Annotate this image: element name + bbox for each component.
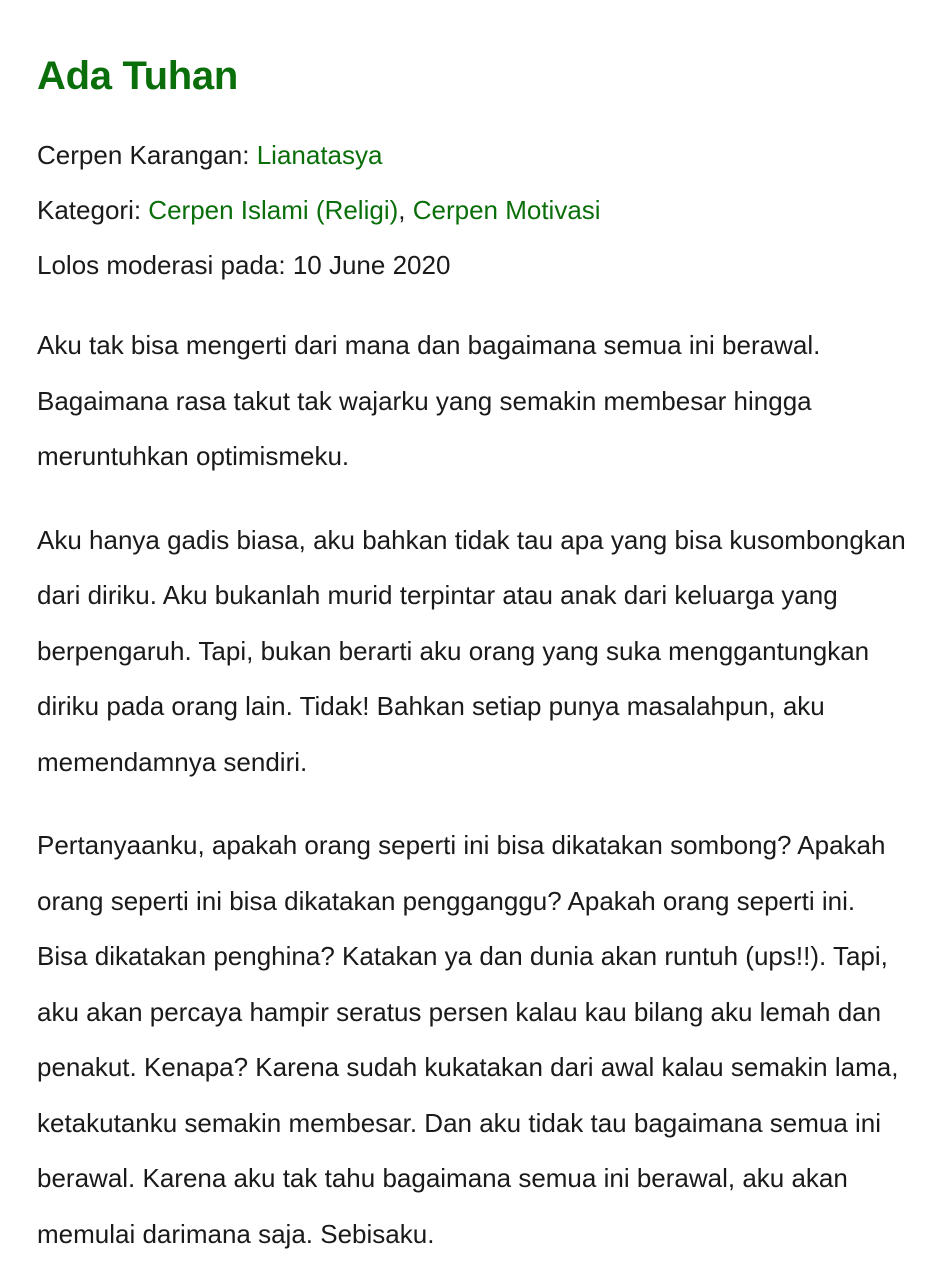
story-paragraph-2: Aku hanya gadis biasa, aku bahkan tidak tau apa yang bisa kusombongkan dari diriku. Aku bukanlah murid terpintar atau anak dari keluarga yang berpengaruh. Tapi, bukan berarti aku orang yang suka menggantungkan diriku pada orang lain. Tidak! Bahkan setiap punya masalahpun, aku memendamnya sendiri.	[37, 524, 906, 777]
article-title: Ada Tuhan	[37, 54, 238, 98]
moderation-label: Lolos moderasi pada:	[37, 250, 293, 280]
category-line	[37, 183, 911, 238]
author-link[interactable]: Lianatasya	[256, 140, 383, 170]
moderation-line	[37, 238, 911, 293]
author-line	[37, 128, 911, 183]
category-label: Kategori:	[37, 195, 149, 225]
category-separator: ,	[398, 195, 413, 225]
author-label: Cerpen Karangan:	[37, 140, 257, 170]
story-paragraph-3: Pertanyaanku, apakah orang seperti ini bisa dikatakan sombong? Apakah orang seperti ini bisa dikatakan pengganggu? Apakah orang seperti ini. Bisa dikatakan penghina? Katakan ya dan dunia akan runtuh (ups!!). Tapi, aku akan percaya hampir seratus persen kalau kau bilang aku lemah dan penakut. Kenapa? Karena sudah kukatakan dari awal kalau semakin lama, ketakutanku semakin membesar. Dan aku tidak tau bagaimana semua ini berawal. Karena aku tak tahu bagaimana semua ini berawal, aku akan memulai darimana saja. Sebisaku.	[37, 830, 899, 1249]
article-meta	[37, 128, 911, 293]
moderation-date: 10 June 2020	[292, 250, 451, 280]
category-link-islami[interactable]: Cerpen Islami (Religi)	[148, 195, 399, 225]
story-paragraph-1: Aku tak bisa mengerti dari mana dan bagaimana semua ini berawal. Bagaimana rasa takut tak wajarku yang semakin membesar hingga meruntuhkan optimismeku.	[37, 330, 821, 471]
category-link-motivasi[interactable]: Cerpen Motivasi	[412, 195, 601, 225]
story-body	[37, 318, 911, 1262]
